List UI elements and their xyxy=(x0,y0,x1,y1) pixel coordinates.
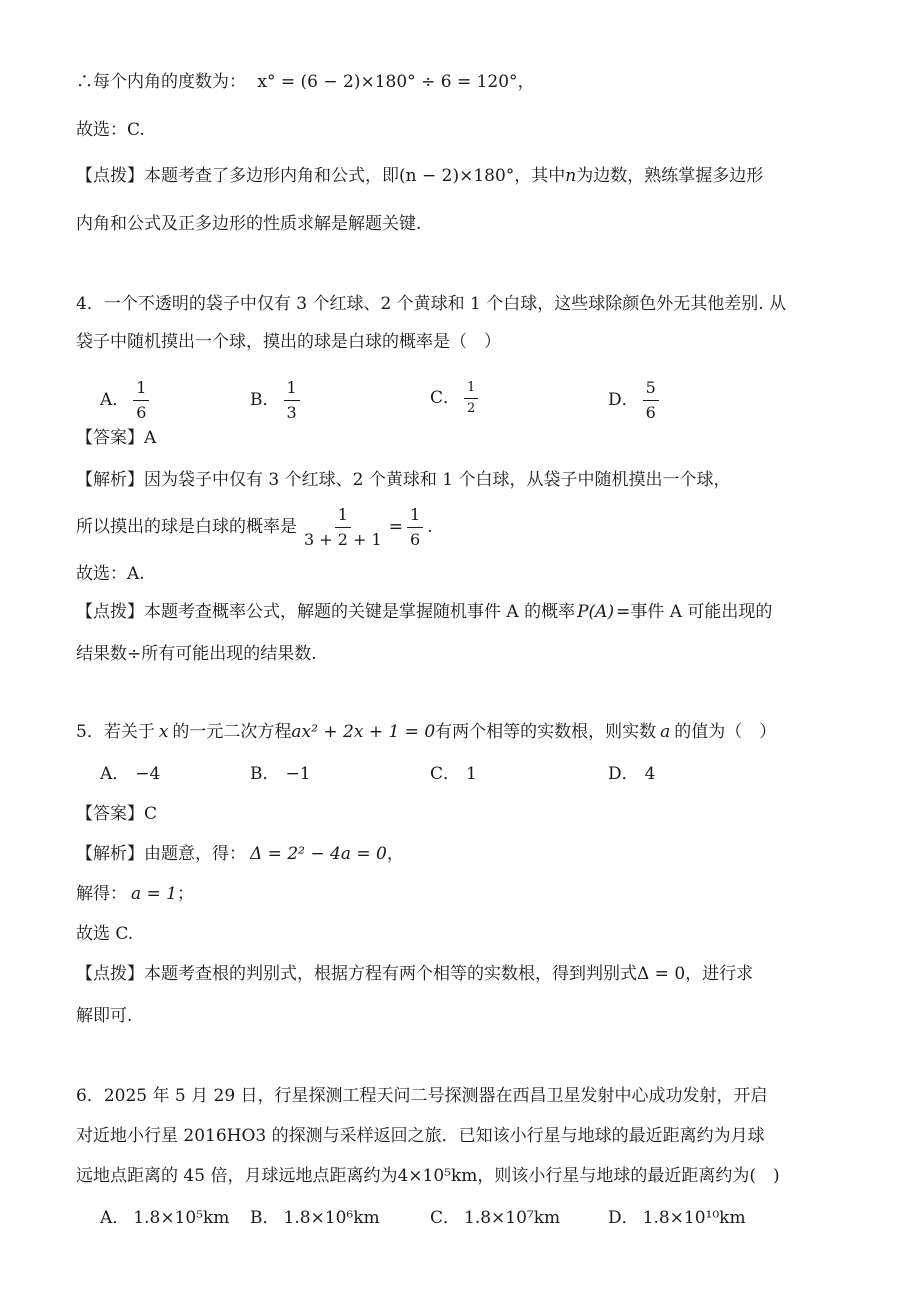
solve-formula: a = 1 xyxy=(131,884,178,904)
q4-tip-line2: 结果数÷所有可能出现的结果数. xyxy=(76,644,317,664)
option-label: C． xyxy=(430,764,461,784)
q4-answer-line xyxy=(76,426,156,450)
stem-formula: 4×10⁵km xyxy=(397,1166,478,1186)
option-value: 4 xyxy=(644,764,656,784)
tip-formula: (n − 2)×180° xyxy=(399,166,515,186)
option-label: C． xyxy=(430,1208,461,1228)
option-label: D． xyxy=(608,1208,639,1228)
frac-den: 6 xyxy=(136,403,147,422)
stem-var-x: x xyxy=(158,722,169,742)
frac-den: 6 xyxy=(409,530,421,549)
option-value: 1.8×10¹⁰km xyxy=(642,1208,746,1228)
analysis-end: . xyxy=(427,517,433,537)
q6-option-c xyxy=(430,1206,560,1230)
q5-option-d xyxy=(608,762,655,786)
q5-solve-line xyxy=(76,882,194,906)
tip-text-2: =事件 A 可能出现的 xyxy=(616,602,773,622)
angle-formula: x° = (6 − 2)×180° ÷ 6 = 120° xyxy=(257,72,518,92)
tip-text: 本题考查概率公式，解题的关键是掌握随机事件 A 的概率 xyxy=(144,602,576,622)
stem-text-4: 的值为（ ） xyxy=(674,722,777,742)
discriminant-formula: Δ = 2² − 4a = 0 xyxy=(250,844,387,864)
tip-label: 【点拨】 xyxy=(76,964,144,984)
answer-value: A xyxy=(144,428,157,448)
tip-formula: Δ = 0 xyxy=(637,964,686,984)
solve-end: ； xyxy=(177,884,195,904)
analysis-label: 【解析】 xyxy=(76,844,144,864)
option-label: B． xyxy=(250,390,280,410)
q4-conclusion: 故选：A. xyxy=(76,564,145,584)
frac-den: 3 + 2 + 1 xyxy=(304,530,382,549)
option-label: D． xyxy=(608,390,639,410)
q6-stem-line1: 6．2025 年 5 月 29 日，行星探测工程天问二号探测器在西昌卫星发射中心成功发射，开启 xyxy=(76,1086,768,1106)
tip-text-2: ，进行求 xyxy=(685,964,754,984)
q5-tip-line1 xyxy=(76,962,753,986)
q3-answer-line: 故选：C. xyxy=(76,120,145,140)
stem-text-2: ，则该小行星与地球的最近距离约为( ) xyxy=(477,1166,780,1186)
frac-num: 1 xyxy=(464,380,478,399)
q4-analysis-line2 xyxy=(76,505,433,550)
q5-tip-line2: 解即可. xyxy=(76,1006,133,1026)
q4-option-b xyxy=(250,378,304,423)
q4-stem-line1: 4．一个不透明的袋子中仅有 3 个红球、2 个黄球和 1 个白球，这些球除颜色外无其他差别. 从 xyxy=(76,294,787,314)
option-value: 1.8×10⁶km xyxy=(283,1208,380,1228)
option-fraction xyxy=(284,378,300,423)
answer-label: 【答案】 xyxy=(76,428,144,448)
therefore-text: ∴每个内角的度数为： xyxy=(76,72,246,92)
q6-option-b xyxy=(250,1206,380,1230)
q5-conclusion: 故选 C. xyxy=(76,924,134,944)
q4-option-a xyxy=(100,378,153,423)
analysis-text-2: 所以摸出的球是白球的概率是 xyxy=(76,517,297,537)
frac-num: 1 xyxy=(133,378,149,401)
q3-tip-line1 xyxy=(76,164,763,188)
equals-sign: = xyxy=(388,517,403,537)
option-fraction xyxy=(133,378,149,423)
option-label: A． xyxy=(100,764,130,784)
stem-text: 5．若关于 xyxy=(76,722,155,742)
q4-tip-line1 xyxy=(76,600,772,624)
option-fraction xyxy=(643,378,659,423)
q4-analysis-line1 xyxy=(76,468,730,492)
tip-text: 本题考查根的判别式，根据方程有两个相等的实数根，得到判别式 xyxy=(144,964,637,984)
q6-option-a xyxy=(100,1206,229,1230)
probability-fraction-1 xyxy=(301,505,385,550)
tip-n: n xyxy=(565,166,577,186)
option-value: −4 xyxy=(135,764,161,784)
tip-text-3: 为边数，熟练掌握多边形 xyxy=(576,166,764,186)
angle-formula-end: ， xyxy=(517,72,535,92)
q5-option-a xyxy=(100,762,160,786)
tip-text-2: ，其中 xyxy=(514,166,566,186)
option-label: B． xyxy=(250,764,280,784)
analysis-text: 由题意，得： xyxy=(144,844,246,864)
stem-var-a: a xyxy=(660,722,671,742)
option-value: 1.8×10⁵km xyxy=(133,1208,230,1228)
option-value: −1 xyxy=(285,764,311,784)
analysis-end: ， xyxy=(386,844,404,864)
q3-tip-line2: 内角和公式及正多边形的性质求解是解题关键. xyxy=(76,214,422,234)
tip-formula: P(A) xyxy=(577,602,615,622)
q5-option-b xyxy=(250,762,311,786)
q6-stem-line2: 对近地小行星 2016HO3 的探测与采样返回之旅．已知该小行星与地球的最近距离约为月球 xyxy=(76,1126,765,1146)
frac-num: 1 xyxy=(335,505,351,528)
therefore-line xyxy=(76,70,535,94)
q5-analysis-line xyxy=(76,842,404,866)
tip-label: 【点拨】 xyxy=(76,166,144,186)
option-label: B． xyxy=(250,1208,280,1228)
q5-stem xyxy=(76,720,776,744)
stem-text: 远地点距离的 45 倍，月球远地点距离约为 xyxy=(76,1166,398,1186)
q6-stem-line3 xyxy=(76,1164,780,1188)
answer-value: C xyxy=(144,804,158,824)
option-label: A． xyxy=(100,1208,130,1228)
frac-num: 1 xyxy=(284,378,300,401)
frac-num: 5 xyxy=(643,378,659,401)
option-label: A． xyxy=(100,390,130,410)
analysis-text: 因为袋子中仅有 3 个红球、2 个黄球和 1 个白球，从袋子中随机摸出一个球， xyxy=(144,470,731,490)
stem-text-2: 的一元二次方程 xyxy=(172,722,292,742)
tip-text: 本题考查了多边形内角和公式，即 xyxy=(144,166,399,186)
answer-label: 【答案】 xyxy=(76,804,144,824)
frac-den: 2 xyxy=(467,401,476,416)
option-value: 1 xyxy=(466,764,477,784)
stem-equation: ax² + 2x + 1 = 0 xyxy=(291,722,436,742)
q4-option-c xyxy=(430,380,482,417)
q4-stem-line2: 袋子中随机摸出一个球，摸出的球是白球的概率是（ ） xyxy=(76,332,501,352)
option-value: 1.8×10⁷km xyxy=(464,1208,561,1228)
solve-text: 解得： xyxy=(76,884,127,904)
q4-option-d xyxy=(608,378,663,423)
tip-label: 【点拨】 xyxy=(76,602,144,622)
stem-text-3: 有两个相等的实数根，则实数 xyxy=(435,722,657,742)
frac-den: 6 xyxy=(645,403,656,422)
probability-fraction-2 xyxy=(407,505,423,550)
option-label: D． xyxy=(608,764,639,784)
q6-option-d xyxy=(608,1206,746,1230)
option-label: C． xyxy=(430,388,461,408)
frac-num: 1 xyxy=(407,505,423,528)
q5-option-c xyxy=(430,762,477,786)
analysis-label: 【解析】 xyxy=(76,470,144,490)
option-fraction xyxy=(464,380,478,417)
q5-answer-line xyxy=(76,802,157,826)
frac-den: 3 xyxy=(286,403,297,422)
